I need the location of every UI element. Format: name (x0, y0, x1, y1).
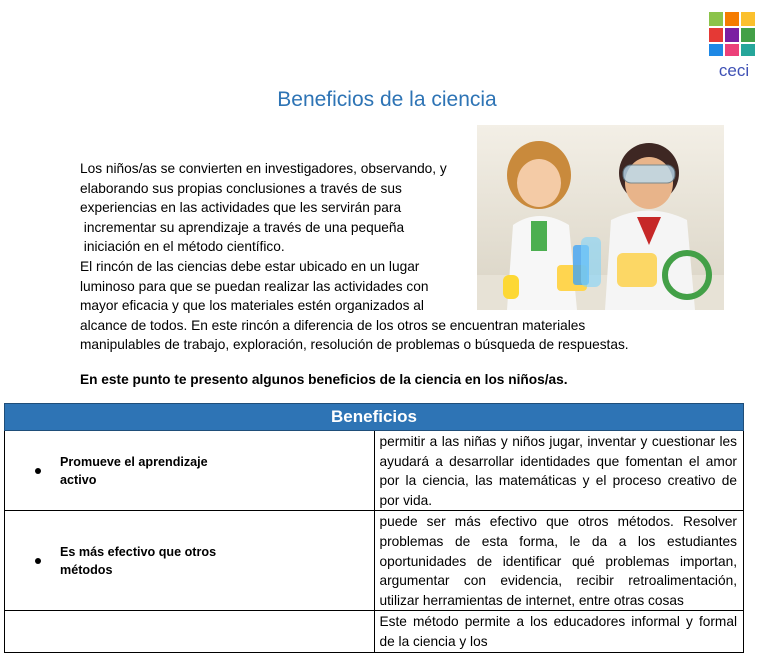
table-row (5, 511, 744, 611)
bullet-icon (35, 558, 41, 564)
benefit-label: Es más efectivo que otros métodos (60, 544, 217, 577)
benefit-description: Este método permite a los educadores informal y formal de la ciencia y los (374, 611, 744, 652)
benefits-table (4, 403, 744, 653)
table-header: Beneficios (5, 404, 744, 431)
benefit-description: puede ser más efectivo que otros métodos. Resolver problemas de esta forma, le da a los estudiantes oportunidades de identificar qué problemas importan, argumentar con evidencia, recibir retroalimentación, utilizar herramientas de internet, entre otras cosas (374, 511, 744, 611)
lead-sentence: En este punto te presento algunos beneficios de la ciencia en los niños/as. (80, 372, 568, 387)
benefit-label: Promueve el aprendizaje activo (60, 454, 208, 487)
ceci-logo (705, 8, 763, 84)
page-title: Beneficios de la ciencia (277, 88, 497, 111)
logo-text: ceci (718, 61, 750, 80)
table-row (5, 431, 744, 511)
table-row (5, 611, 744, 652)
benefit-description: permitir a las niñas y niños jugar, inventar y cuestionar les ayudará a desarrollar identidades que fomentan el amor por la ciencia, las matemáticas y el proceso creativo de por vida. (374, 431, 744, 511)
bullet-icon (35, 468, 41, 474)
intro-paragraph-2: El rincón de las ciencias debe estar ubicado en un lugar luminoso para que se puedan realizar las actividades con mayor eficacia y que los materiales estén organizados al alcance de todos. En este rincón a diferencia de los otros se encuentran materiales manipulables de trabajo, exploración, resolución de problemas o búsqueda de respuestas. (80, 259, 629, 353)
intro-paragraph-1: Los niños/as se convierten en investigadores, observando, y elaborando sus propias conclusiones a través de sus experiencias en las actividades que les servirán para incrementar su aprendizaje a través de una pequeña iniciación en el método científico. (80, 161, 447, 255)
